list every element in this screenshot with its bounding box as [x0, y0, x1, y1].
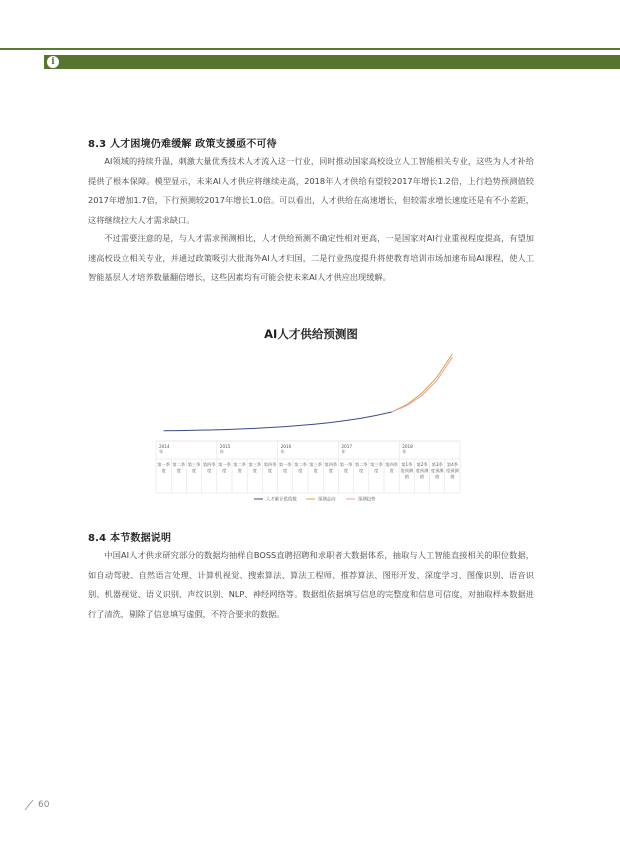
quarter-label: 第三季度: [370, 462, 383, 473]
paragraph: 不过需要注意的是，与人才需求预测相比，人才供给预测不确定性相对更高，一是国家对AI行业重视程度提高，有望加速高校设立相关专业，并通过政策吸引大批海外AI人才归国，二是行业热度提升将使教育培训市场加速布局AI课程，使人工智能基层人才培养数量翻倍增长，这些因素均有可能会使未来AI人才供应出现缓解。: [88, 233, 534, 282]
quarter-label: 第一季度: [157, 462, 170, 473]
quarter-label: 第二季度: [172, 462, 186, 473]
header-bar: [44, 55, 620, 69]
quarter-label: 第一季度: [278, 462, 292, 473]
year-label: 2017 年: [341, 444, 353, 454]
quarter-label: 第三季度: [309, 462, 322, 473]
quarter-label: 第三季度: [187, 462, 201, 473]
quarter-label: 第二季度: [294, 462, 307, 473]
line-chart: [150, 345, 470, 505]
year-label: 2014 年: [159, 444, 170, 454]
legend-label: 预测走向: [318, 497, 336, 503]
legend-label: 预测趋势: [358, 497, 376, 503]
chart-title: AI人才供给预测图: [264, 327, 358, 341]
quarter-label: 第一季度: [218, 462, 231, 473]
quarter-label: 第2季度预测值: [415, 462, 429, 479]
quarter-label: 第四季度: [263, 462, 277, 473]
slash-icon: [24, 799, 34, 811]
info-icon: i: [47, 56, 59, 68]
page-number: 60: [38, 800, 50, 810]
quarter-label: 第1季度预测值: [400, 462, 414, 479]
quarter-label: 第四季度: [202, 462, 216, 473]
quarter-label: 第二季度: [354, 462, 368, 473]
series-line-1: [164, 412, 392, 431]
section-heading: 8.3 人才困境仍难缓解 政策支援亟不可待: [88, 139, 277, 150]
series-line-3: [392, 357, 453, 412]
legend-label: 人才累计供给数: [266, 497, 297, 503]
year-label: 2018 年: [402, 444, 413, 454]
series-line-2: [392, 354, 453, 412]
quarter-label: 第二季度: [233, 462, 246, 473]
quarter-label: 第一季度: [339, 462, 353, 473]
quarter-label: 第三季度: [248, 462, 262, 473]
year-label: 2015 年: [219, 444, 231, 454]
year-label: 2016 年: [280, 444, 292, 454]
section-heading: 8.4 本节数据说明: [88, 533, 172, 544]
quarter-label: 第四季度: [385, 462, 398, 473]
paragraph: AI领域的持续升温，刺激大量优秀技术人才流入这一行业，同时推动国家高校设立人工智能相关专业，这些为人才补给提供了根本保障。模型显示，未来AI人才供应将继续走高，2018年人才供给有望较2017年增长1.2倍，上行趋势预测值较2017年增加1.7倍，下行预测较2017年增长1.0倍。可以看出，人才供给在高速增长，但较需求增长速度还是有不小差距，这将继续拉大人才需求缺口。: [88, 156, 534, 225]
quarter-label: 第3季度预测值: [430, 462, 444, 479]
paragraph: 中国AI人才供求研究部分的数据均抽样自BOSS直聘招聘和求职者大数据体系，抽取与人工智能直接相关的职位数据，如自动驾驶、自然语言处理、计算机视觉、搜索算法、算法工程师、推荐算法、图形开发、深度学习、图像识别、语音识别、机器视觉、语义识别、声纹识别、NLP、神经网络等。数据组依据填写信息的完整度和信息可信度，对抽取样本数据进行了清洗，剔除了信息填写虚假，不符合要求的数据。: [88, 550, 534, 619]
quarter-label: 第四季度: [324, 462, 338, 473]
quarter-label: 第4季度预测值: [446, 462, 459, 479]
header-rule: [0, 48, 620, 50]
